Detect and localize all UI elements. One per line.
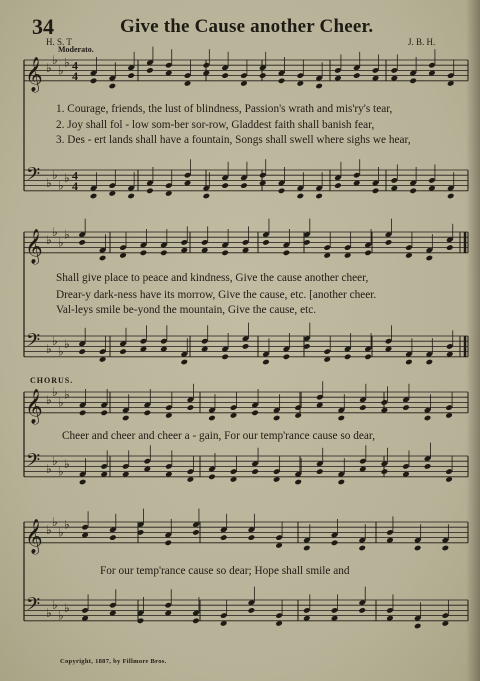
note-head <box>146 188 154 195</box>
key-signature-flat-icon: ♭ <box>46 392 52 407</box>
page-edge-shadow <box>466 0 480 681</box>
note-head <box>146 67 154 74</box>
key-signature-flat-icon: ♭ <box>46 462 52 476</box>
key-signature-flat-icon: ♭ <box>46 342 52 356</box>
note-head <box>203 193 211 200</box>
key-signature-flat-icon: ♭ <box>46 176 52 190</box>
note-head <box>251 410 259 417</box>
key-signature-flat-icon: ♭ <box>46 522 52 537</box>
note-head <box>405 359 413 366</box>
note-head <box>127 193 135 200</box>
note-head <box>303 545 311 552</box>
note-head <box>297 193 305 200</box>
key-signature-flat-icon: ♭ <box>52 168 58 183</box>
note-head <box>127 72 135 79</box>
note-head <box>262 359 270 366</box>
key-signature-flat-icon: ♭ <box>64 517 70 532</box>
note-head <box>381 468 389 475</box>
note-head <box>220 534 228 541</box>
note-head <box>294 479 302 486</box>
key-signature-flat-icon: ♭ <box>64 387 70 402</box>
treble-clef-icon: 𝄞 <box>25 388 43 424</box>
page-number: 34 <box>32 14 54 39</box>
note-head <box>278 188 286 195</box>
key-signature-flat-icon: ♭ <box>64 55 70 70</box>
note-head <box>143 410 151 417</box>
note-head <box>447 193 455 200</box>
note-head <box>402 404 410 411</box>
note-head <box>242 343 250 350</box>
note-head <box>109 534 117 541</box>
bass-clef-icon: 𝄢 <box>26 594 41 620</box>
note-head <box>248 534 256 541</box>
note-head <box>221 354 229 361</box>
note-head <box>315 193 323 200</box>
lyric-line: Drear-y dark-ness have its morrow, Give the cause, etc. [another cheer. <box>56 289 377 301</box>
key-signature-flat-icon: ♭ <box>58 63 64 78</box>
time-signature: 4 <box>72 58 78 73</box>
note-head <box>359 404 367 411</box>
note-head <box>221 182 229 189</box>
key-signature-flat-icon: ♭ <box>64 170 70 185</box>
note-head <box>364 250 372 257</box>
key-signature-flat-icon: ♭ <box>52 225 58 239</box>
key-signature-flat-icon: ♭ <box>52 385 58 399</box>
key-signature-flat-icon: ♭ <box>46 606 52 620</box>
note-head <box>109 83 117 90</box>
note-head <box>364 354 372 361</box>
composer-credit: J. B. H. <box>408 37 436 47</box>
key-signature-flat-icon: ♭ <box>52 53 58 67</box>
section-label: CHORUS. <box>30 376 74 385</box>
note-head <box>331 540 339 547</box>
key-signature-flat-icon: ♭ <box>58 235 64 250</box>
key-signature-flat-icon: ♭ <box>52 454 58 469</box>
key-signature-flat-icon: ♭ <box>52 515 58 529</box>
note-head <box>409 188 417 195</box>
note-head <box>316 468 324 475</box>
note-head <box>248 607 256 614</box>
note-head <box>78 239 86 246</box>
key-signature-flat-icon: ♭ <box>58 395 64 410</box>
note-head <box>358 545 366 552</box>
note-head <box>122 415 130 422</box>
note-head <box>79 479 87 486</box>
note-head <box>208 474 216 481</box>
note-head <box>164 540 172 547</box>
note-head <box>414 545 422 552</box>
key-signature-flat-icon: ♭ <box>58 344 64 359</box>
key-signature-flat-icon: ♭ <box>64 456 70 471</box>
tempo-marking: Moderato. <box>58 45 94 54</box>
note-head <box>385 239 393 246</box>
note-head <box>344 354 352 361</box>
key-signature-flat-icon: ♭ <box>64 227 70 242</box>
note-head <box>90 78 98 85</box>
note-head <box>221 250 229 257</box>
note-head <box>192 618 200 625</box>
note-head <box>446 244 454 251</box>
note-head <box>442 545 450 552</box>
lyric-line: Cheer and cheer and cheer a - gain, For our temp'rance cause so dear, <box>62 430 376 442</box>
lyric-line: 2. Joy shall fol - low som-ber sor-row, Gladdest faith shall banish fear, <box>56 119 375 131</box>
hymn-title: Give the Cause another Cheer. <box>120 16 374 37</box>
note-head <box>358 607 366 614</box>
key-signature-flat-icon: ♭ <box>46 232 52 247</box>
key-signature-flat-icon: ♭ <box>58 608 64 623</box>
note-head <box>414 623 422 630</box>
note-head <box>251 468 259 475</box>
note-head <box>409 78 417 85</box>
note-head <box>337 479 345 486</box>
note-head <box>99 255 107 262</box>
time-signature: 4 <box>72 178 78 193</box>
note-head <box>119 348 127 355</box>
treble-clef-icon: 𝄞 <box>25 56 43 92</box>
lyric-line: Shall give place to peace and kindness, Give the cause another cheer, <box>56 272 369 284</box>
bass-clef-icon: 𝄢 <box>26 330 41 356</box>
lyric-line: 1. Courage, friends, the lust of blindness, Passion's wrath and mis'ry's tear, <box>56 103 393 115</box>
lyric-line: For our temp'rance cause so dear; Hope shall smile and <box>100 565 350 577</box>
note-head <box>273 415 281 422</box>
note-head <box>353 72 361 79</box>
note-head <box>426 255 434 262</box>
time-signature: 4 <box>72 168 78 183</box>
note-head <box>208 415 216 422</box>
lyric-line: 3. Des - ert lands shall have a fountain, Songs shall swell where sighs we hear, <box>56 134 411 146</box>
note-head <box>424 463 432 470</box>
key-signature-flat-icon: ♭ <box>58 178 64 193</box>
note-head <box>259 72 267 79</box>
key-signature-flat-icon: ♭ <box>52 598 58 613</box>
bass-clef-icon: 𝄢 <box>26 164 41 190</box>
note-head <box>180 359 188 366</box>
note-head <box>424 415 432 422</box>
note-head <box>192 529 200 536</box>
note-head <box>315 83 323 90</box>
copyright-notice: Copyright, 1887, by Fillmore Bros. <box>60 658 167 665</box>
key-signature-flat-icon: ♭ <box>64 336 70 351</box>
note-head <box>262 239 270 246</box>
note-head <box>372 188 380 195</box>
lyricist-credit: H. S. T <box>46 37 72 47</box>
key-signature-flat-icon: ♭ <box>52 334 58 349</box>
note-head <box>426 359 434 366</box>
note-head <box>78 348 86 355</box>
note-head <box>90 193 98 200</box>
bass-clef-icon: 𝄢 <box>26 450 41 476</box>
note-head <box>278 78 286 85</box>
note-head <box>140 250 148 257</box>
time-signature: 4 <box>72 68 78 83</box>
key-signature-flat-icon: ♭ <box>58 525 64 540</box>
note-head <box>79 410 87 417</box>
treble-clef-icon: 𝄞 <box>25 518 43 554</box>
note-head <box>337 415 345 422</box>
key-signature-flat-icon: ♭ <box>64 600 70 615</box>
note-head <box>221 72 229 79</box>
note-head <box>160 250 168 257</box>
key-signature-flat-icon: ♭ <box>58 464 64 479</box>
note-head <box>100 410 108 417</box>
lyric-line: Val-leys smile be-yond the mountain, Give the cause, etc. <box>56 304 317 316</box>
key-signature-flat-icon: ♭ <box>46 60 52 75</box>
note-head <box>187 404 195 411</box>
treble-clef-icon: 𝄞 <box>25 228 43 264</box>
note-head <box>283 354 291 361</box>
note-head <box>334 182 342 189</box>
note-head <box>283 250 291 257</box>
note-head <box>240 182 248 189</box>
